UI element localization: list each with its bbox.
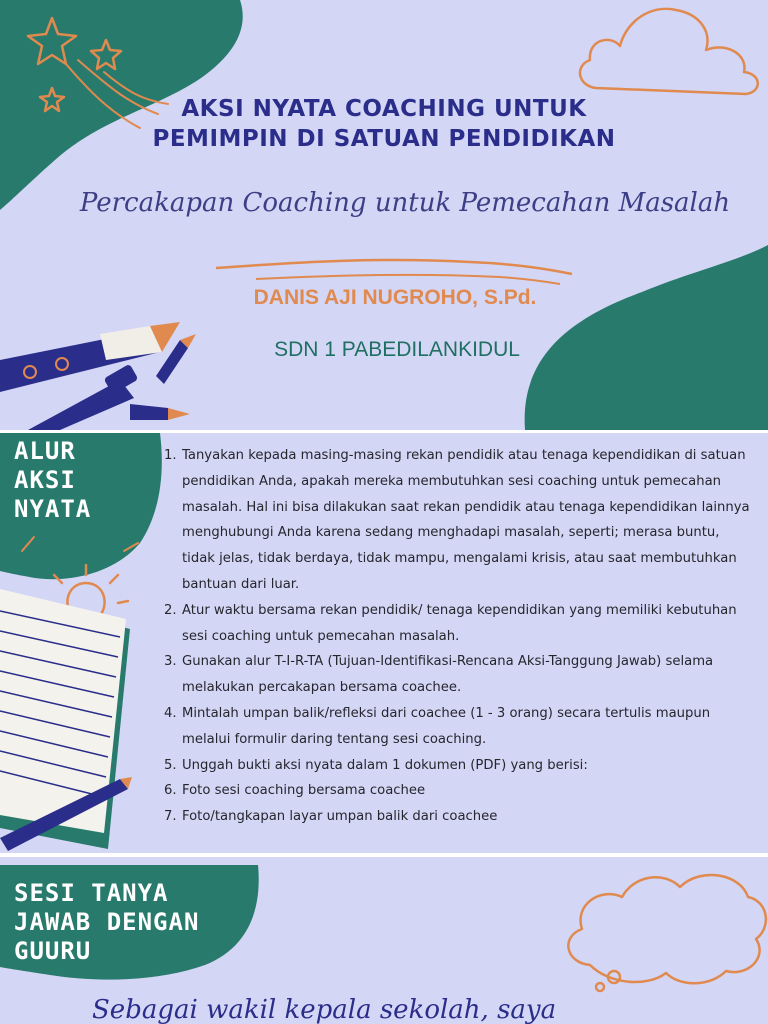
list-item — [164, 649, 754, 701]
list-item — [164, 701, 754, 753]
cloud-icon — [580, 9, 758, 94]
heading-line: ALUR — [14, 437, 76, 465]
qa-slide — [0, 857, 768, 1024]
heading-line: GUURU — [14, 937, 92, 965]
list-text: Unggah bukti aksi nyata dalam 1 dokumen (PDF) yang berisi: — [182, 757, 588, 773]
list-text: Foto sesi coaching bersama coachee — [182, 783, 426, 799]
section-heading — [14, 879, 199, 966]
closing-text: Sebagai wakil kepala sekolah, saya — [92, 995, 557, 1024]
list-number: 5. — [164, 757, 177, 773]
list-item — [164, 753, 754, 779]
list-item — [164, 804, 754, 830]
list-number: 2. — [164, 602, 177, 618]
heading-line: JAWAB DENGAN — [14, 908, 200, 936]
list-text: Atur waktu bersama rekan pendidik/ tenaga kependidikan yang memiliki kebutuhan sesi coaching untuk pemecahan masalah. — [182, 602, 737, 644]
list-number: 4. — [164, 705, 177, 721]
steps-list — [164, 443, 754, 830]
list-item — [164, 598, 754, 650]
list-text: Mintalah umpan balik/refleksi dari coachee (1 - 3 orang) secara tertulis maupun melalui formulir daring tentang sesi coaching. — [182, 705, 711, 747]
author-name: DANIS AJI NUGROHO, S.Pd. — [253, 286, 537, 309]
title-line: AKSI NYATA COACHING UNTUK — [181, 96, 587, 122]
list-number: 1. — [164, 448, 177, 463]
pencil-icon — [130, 404, 190, 420]
heading-line: SESI TANYA — [14, 879, 169, 907]
wavy-line — [216, 260, 572, 274]
thought-cloud-icon — [568, 875, 766, 991]
section-heading — [14, 437, 91, 524]
list-number: 3. — [164, 654, 177, 670]
heading-line: AKSI — [14, 466, 76, 494]
school-name: SDN 1 PABEDILANKIDUL — [274, 338, 520, 361]
steps-slide — [0, 433, 768, 853]
wavy-line — [256, 275, 560, 284]
list-item — [164, 778, 754, 804]
title-slide — [0, 0, 768, 430]
list-text: Gunakan alur T-I-R-TA (Tujuan-Identifikasi-Rencana Aksi-Tanggung Jawab) selama melakukan percakapan bersama coachee. — [182, 654, 714, 696]
list-text: Foto/tangkapan layar umpan balik dari coachee — [182, 809, 498, 825]
page-title — [0, 94, 768, 154]
list-text: Tanyakan kepada masing-masing rekan pendidik atau tenaga kependidikan di satuan pendidikan Anda, apakah mereka membutuhkan sesi coaching untuk pemecahan masalah. Hal ini bisa dilakukan saat rekan pendidik atau tenaga kependidikan lainnya menghubungi Anda karena sedang menghadapi masalah, seperti; merasa buntu, tidak jelas, tidak berdaya, tidak mampu, mengalami krisis, atau saat membutuhkan bantuan dari luar. — [182, 448, 750, 592]
heading-line: NYATA — [14, 495, 92, 523]
list-item — [164, 443, 754, 598]
list-number: 7. — [164, 809, 177, 825]
list-number: 6. — [164, 783, 177, 799]
subtitle: Percakapan Coaching untuk Pemecahan Masalah — [79, 188, 731, 218]
title-line: PEMIMPIN DI SATUAN PENDIDIKAN — [152, 126, 616, 152]
